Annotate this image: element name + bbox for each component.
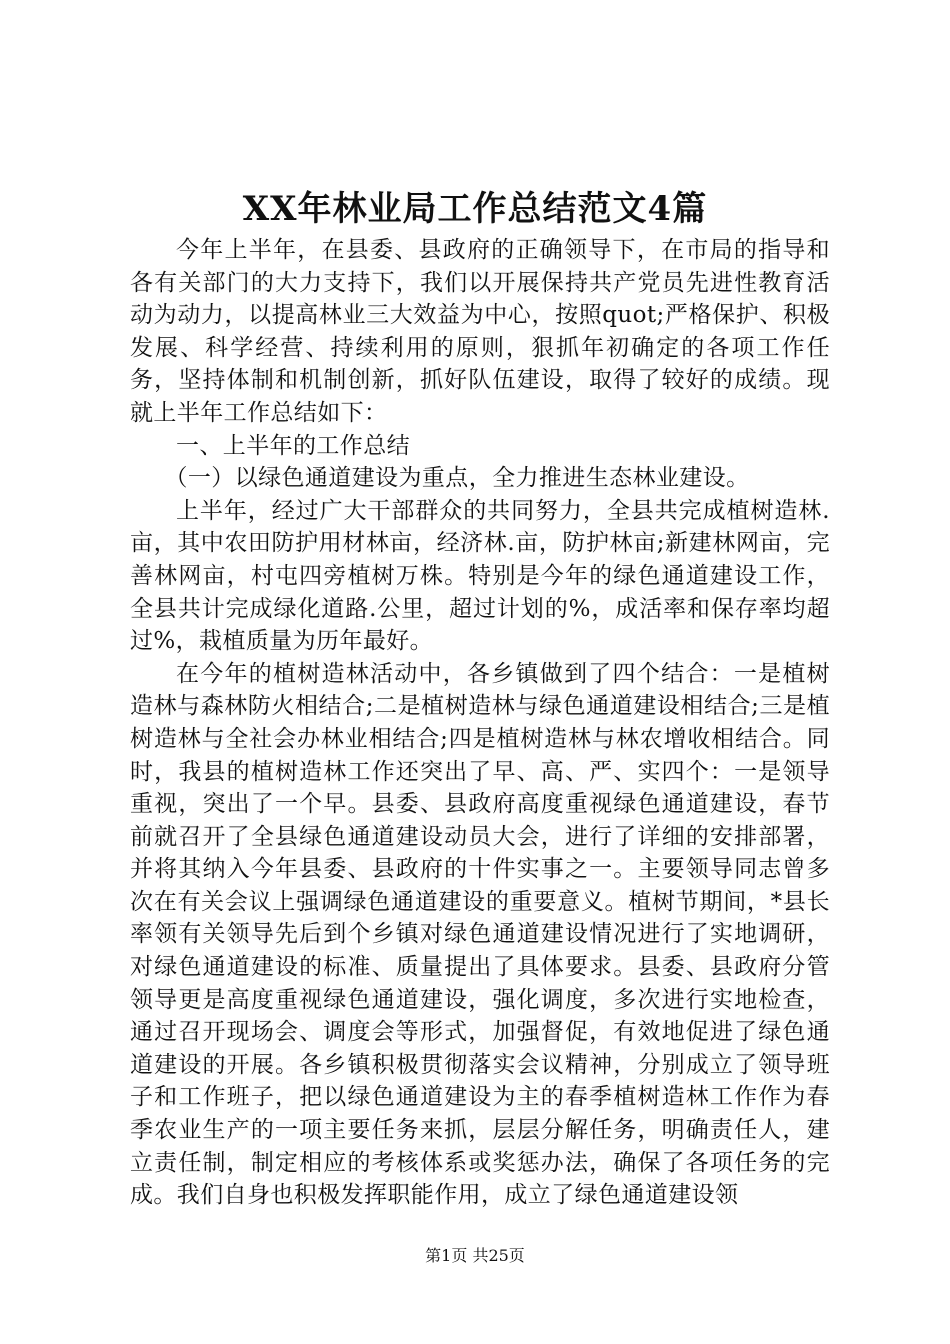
document-body <box>130 234 830 1212</box>
page-number-footer: 第1页 共25页 <box>425 1246 525 1265</box>
section-heading: 一、上半年的工作总结 <box>176 432 410 459</box>
body-paragraph: 上半年，经过广大干部群众的共同努力，全县共完成植树造林.亩，其中农田防护用材林亩，经济林.亩，防护林亩;新建林网亩，完善林网亩，村屯四旁植树万株。特别是今年的绿色通道建设工作，全县共计完成绿化道路.公里，超过计划的%，成活率和保存率均超过%，栽植质量为历年最好。 <box>130 497 830 655</box>
intro-paragraph: 今年上半年，在县委、县政府的正确领导下，在市局的指导和各有关部门的大力支持下，我们以开展保持共产党员先进性教育活动为动力，以提高林业三大效益为中心，按照quot;严格保护、积极发展、科学经营、持续利用的原则，狠抓年初确定的各项工作任务，坚持体制和机制创新，抓好队伍建设，取得了较好的成绩。现就上半年工作总结如下： <box>130 237 830 426</box>
subsection-heading: （一）以绿色通道建设为重点，全力推进生态林业建设。 <box>164 465 750 492</box>
document-title: XX年林业局工作总结范文4篇 <box>242 189 708 229</box>
body-paragraph: 在今年的植树造林活动中，各乡镇做到了四个结合：一是植树造林与森林防火相结合;二是植树造林与绿色通道建设相结合;三是植树造林与全社会办林业相结合;四是植树造林与林农增收相结合。同时，我县的植树造林工作还突出了早、高、严、实四个：一是领导重视，突出了一个早。县委、县政府高度重视绿色通道建设，春节前就召开了全县绿色通道建设动员大会，进行了详细的安排部署，并将其纳入今年县委、县政府的十件实事之一。主要领导同志曾多次在有关会议上强调绿色通道建设的重要意义。植树节期间，*县长率领有关领导先后到个乡镇对绿色通道建设情况进行了实地调研，对绿色通道建设的标准、质量提出了具体要求。县委、县政府分管领导更是高度重视绿色通道建设，强化调度，多次进行实地检查，通过召开现场会、调度会等形式，加强督促，有效地促进了绿色通道建设的开展。各乡镇积极贯彻落实会议精神，分别成立了领导班子和工作班子，把以绿色通道建设为主的春季植树造林工作作为春季农业生产的一项主要任务来抓，层层分解任务，明确责任人，建立责任制，制定相应的考核体系或奖惩办法，确保了各项任务的完成。我们自身也积极发挥职能作用，成立了绿色通道建设领 <box>130 660 830 1209</box>
